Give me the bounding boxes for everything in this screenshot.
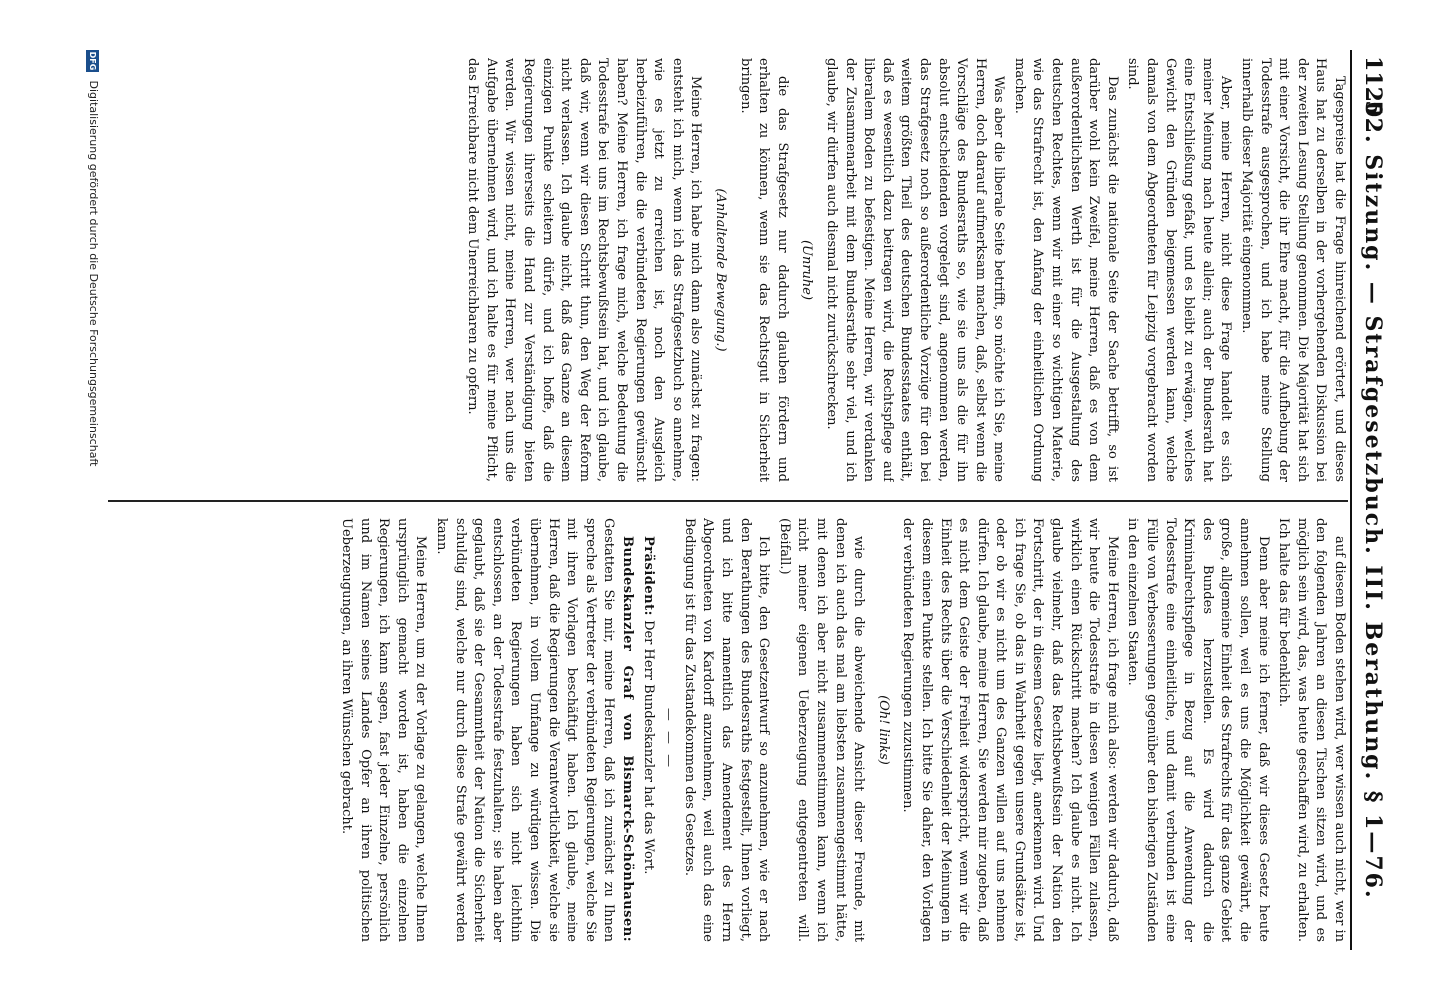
paragraph: auf diesem Boden stehen wird, wer wissen auch nicht, wer in den folgenden Jahren an diesen Tischen sitzen wird, und es möglich sein wird, das, was heute geschaffen wird, zu erhalten. Ich halte das für bedenklich. xyxy=(1276,518,1347,942)
paragraph: Tagespreise hat die Frage hinreichend erörtert, und dieses Haus hat zu derselben in der vorhergehenden Diskussion bei der zweiten Lesung Stellung genommen. Die Majorität hat sich mit einer Vorsicht, die ihr Ehre macht, für die Aufhebung der Todesstrafe ausgesprochen, und ich habe meine Stellung innerhalb dieser Majorität eingenommen. xyxy=(1239,58,1347,482)
speech-text: Der Herr Bundeskanzler hat das Wort. xyxy=(640,620,656,875)
speech-text: Gestatten Sie mir, meine Herren, daß ich zunächst zu Ihnen spreche als Vertreter der verbündeten Regierungen, welche Sie mit ihren Vorlagen beschäftigt haben. Ich glaube, meine Herren, daß die Regierungen die Verantwortlichkeit, welche sie übernehmen, in vollem Umfange zu würdigen wissen. Die verbündeten Regierungen haben sich nicht leichthin entschlossen, an der Todesstrafe festzuhalten; sie haben aber geglaubt, daß sie der Gesammtheit der Nation die Sicherheit schuldig sind, welche nur durch diese Strafe gewährt werden kann. xyxy=(434,518,617,942)
stage-direction: (Oh! links) xyxy=(875,695,891,765)
section-separator: — — — xyxy=(661,707,677,771)
footer-text: Digitalisierung gefördert durch die Deutsche Forschungsgemeinschaft xyxy=(87,80,100,467)
footer xyxy=(84,50,100,950)
speaker-paragraph xyxy=(432,518,637,942)
page-header xyxy=(1350,50,1392,950)
speaker-name: Bundeskanzler Graf von Bismarck-Schönhausen: xyxy=(620,536,636,942)
paragraph: Ich bitte, den Gesetzentwurf so anzunehmen, wie er nach den Berathungen des Bundesraths festgestellt, Ihnen vorliegt, und ich bitte namentlich das Amendement des Herrn Abgeordneten von Kardorff anzunehmen, weil auch das eine Bedingung ist für das Zustandekommen des Gesetzes. xyxy=(681,518,772,942)
paragraph: die das Strafgesetz nur dadurch glauben fördern und erhalten zu können, wenn sie das Rechtsgut in Sicherheit bringen. xyxy=(737,58,790,482)
left-column xyxy=(98,58,1348,482)
stage-direction: (Unruhe) xyxy=(799,239,815,301)
column-divider xyxy=(108,500,1348,502)
right-column xyxy=(98,518,1348,942)
paragraph: Meine Herren, ich frage mich also: werden wir dadurch, daß wir heute die Todesstrafe in diesen wenigen Fällen zulassen, wirklich einen Rückschritt machen? Ich glaube es nicht. Ich glaube vielmehr, daß das Rechtsbewußtsein der Nation den Fortschritt, der in diesem Gesetze liegt, anerkennen wird. Und ich frage Sie, ob das in Wahrheit gegen unsere Grundsätze ist, oder ob wir es nicht um des Ganzen willen auf uns nehmen dürfen. Ich glaube, meine Herren, Sie werden mir zugeben, daß es nicht dem Geiste der Freiheit widerspricht, wenn wir die Einheit des Rechts über die Verschiedenheit der Meinungen in diesem einen Punkte stellen. Ich bitte Sie daher, den Vorlagen der verbündeten Regierungen zuzustimmen. xyxy=(900,518,1120,942)
paragraph: Aber, meine Herren, nicht diese Frage handelt es sich meiner Meinung nach heute allein; auch der Bundesrath hat eine Entschließung gefaßt, und es bleibt zu erwägen, welches Gewicht den Gründen beigemessen werden kann, welche damals von dem Abgeordneten für Leipzig vorgebracht worden sind. xyxy=(1125,58,1234,482)
dfg-logo-icon: DFG xyxy=(88,51,98,71)
paragraph: Meine Herren, ich habe mich dann also zunächst zu fragen: entsteht ich mich, wenn ich das Strafgesetzbuch so annehme, wie es jetzt zu erreichen ist, noch den Ausgleich herbeizuführen, die die verbündeten Regierungen gewünscht haben? Meine Herren, ich frage mich, welche Bedeutung die Todesstrafe bei uns im Rechtsbewußtsein hat, und ich glaube, daß wir, wenn wir diesen Schritt thun, den Weg der Reform nicht verlassen. Ich glaube nicht, daß das Ganze an diesem einzigen Punkte scheitern dürfe, und ich hoffe, daß die Regierungen ihrerseits die Hand zur Verständigung bieten werden. Wir wissen nicht, meine Herren, wer nach uns die Aufgabe übernehmen wird, und ich halte es für meine Pflicht, das Erreichbare nicht dem Unerreichbaren zu opfern. xyxy=(465,58,704,482)
running-title: 52. Sitzung. — Strafgesetzbuch. III. Berathung. § 1—76. xyxy=(1360,100,1386,900)
page xyxy=(82,50,1392,950)
stage-direction: (Anhaltende Bewegung.) xyxy=(713,188,728,352)
speaker-name: Präsident: xyxy=(640,536,656,616)
paragraph: Denn aber meine ich ferner, daß wir dieses Gesetz heute annehmen sollen, weil es uns die Möglichkeit gewährt, die große, allgemeine Einheit des Strafrechts für das ganze Gebiet des Bundes herzustellen. Es wird dadurch die Kriminalrechtspflege in Bezug auf die Anwendung der Todesstrafe eine einheitliche, und damit verbunden ist eine Fülle von Verbesserungen gegenüber den bisherigen Zuständen in den einzelnen Staaten. xyxy=(1125,518,1271,942)
speaker-paragraph xyxy=(638,518,657,942)
paragraph: Das zunächst die nationale Seite der Sache betrifft, so ist darüber wohl kein Zweifel, meine Herren, daß es von dem außerordentlichsten Werth ist für die Ausgestaltung des deutschen Rechtes, wenn wir mit einer so wichtigen Materie, wie das Strafrecht ist, den Anfang der einheitlichen Ordnung machen. xyxy=(1011,58,1120,482)
page-number: 1120 xyxy=(1360,56,1386,118)
paragraph: wie durch die abweichende Ansicht dieser Freunde, mit denen ich auch das mal am liebsten zusammengestimmt hätte, mit denen ich aber nicht zusammenstimmen kann, wenn ich nicht meiner eigenen Ueberzeugung entgegentreten will. (Beifall.) xyxy=(776,518,867,942)
paragraph: Was aber die liberale Seite betrifft, so möchte ich Sie, meine Herren, doch darauf aufmerksam machen, daß, selbst wenn die Vorschläge des Bundesraths so, wie sie uns als die für ihn absolut entscheidenden vorgelegt sind, angenommen werden, das Strafgesetz noch so außerordentliche Vorzüge für den bei weitem größten Theil des deutschen Bundesstaates enthält, daß es wesentlich dazu beitragen wird, die Rechtspflege auf liberalem Boden zu befestigen. Meine Herren, wir verdanken der Zusammenarbeit mit dem Bundesrathe sehr viel, und ich glaube, wir dürfen auch diesmal nicht zurückschrecken. xyxy=(823,58,1007,482)
paragraph: Meine Herren, um zu der Vorlage zu gelangen, welche Ihnen ursprünglich gemacht worden ist, haben die einzelnen Regierungen, ich kann sagen, fast jeder Einzelne, persönlich und im Namen seines Landes Opfer an ihren politischen Ueberzeugungen, an ihren Wünschen gebracht. xyxy=(339,518,429,942)
